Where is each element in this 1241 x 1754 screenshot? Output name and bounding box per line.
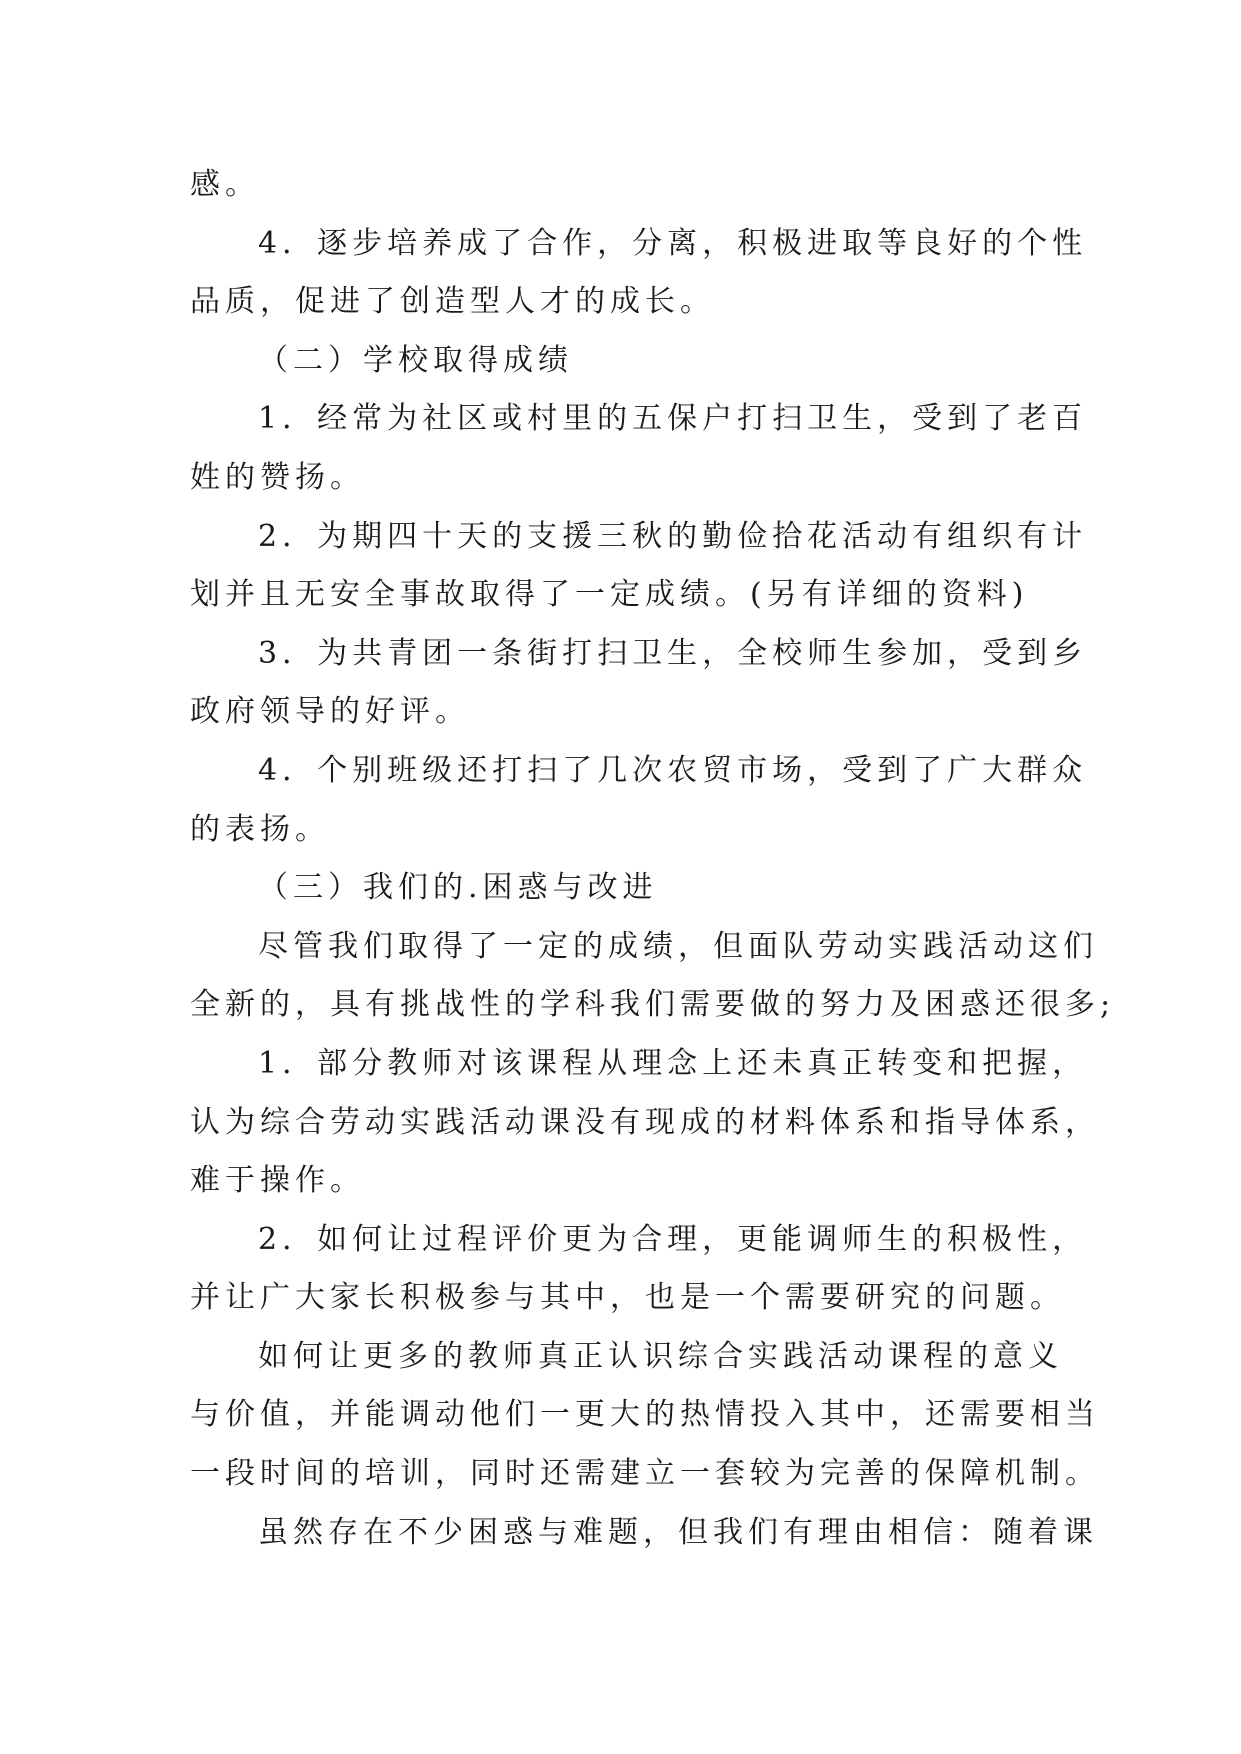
paragraph-line: 1．经常为社区或村里的五保户打扫卫生，受到了老百	[258, 401, 1088, 437]
paragraph-line: 并让广大家长积极参与其中，也是一个需要研究的问题。	[190, 1280, 1065, 1316]
paragraph-line: 2．如何让过程评价更为合理，更能调师生的积极性，	[258, 1221, 1088, 1257]
paragraph-line: 如何让更多的教师真正认识综合实践活动课程的意义	[258, 1338, 1063, 1374]
paragraph-line: 虽然存在不少困惑与难题，但我们有理由相信：随着课	[258, 1514, 1098, 1550]
section-heading: （三）我们的.困惑与改进	[258, 870, 658, 906]
paragraph-line: 2．为期四十天的支援三秋的勤俭拾花活动有组织有计	[258, 518, 1088, 554]
paragraph-line: 全新的，具有挑战性的学科我们需要做的努力及困惑还很多;	[190, 987, 1116, 1023]
paragraph-line: 划并且无安全事故取得了一定成绩。(另有详细的资料)	[190, 577, 1029, 613]
paragraph-line: 4．逐步培养成了合作，分离，积极进取等良好的个性	[258, 225, 1088, 261]
section-heading: （二）学校取得成绩	[258, 342, 573, 378]
paragraph-line: 尽管我们取得了一定的成绩，但面队劳动实践活动这们	[258, 928, 1098, 964]
paragraph-line: 品质，促进了创造型人才的成长。	[190, 284, 715, 320]
paragraph-line: 1．部分教师对该课程从理念上还未真正转变和把握，	[258, 1045, 1088, 1081]
paragraph-line: 认为综合劳动实践活动课没有现成的材料体系和指导体系，	[190, 1104, 1100, 1140]
document-body	[190, 156, 1116, 1562]
paragraph-line: 与价值，并能调动他们一更大的热情投入其中，还需要相当	[190, 1397, 1100, 1433]
paragraph-line: 3．为共青团一条街打扫卫生，全校师生参加，受到乡	[258, 635, 1088, 671]
paragraph-line: 4．个别班级还打扫了几次农贸市场，受到了广大群众	[258, 752, 1088, 788]
paragraph-line: 难于操作。	[190, 1163, 365, 1199]
paragraph-line: 政府领导的好评。	[190, 694, 470, 730]
paragraph-line: 姓的赞扬。	[190, 459, 365, 495]
paragraph-line: 一段时间的培训，同时还需建立一套较为完善的保障机制。	[190, 1456, 1100, 1492]
paragraph-line: 感。	[190, 167, 260, 202]
paragraph-line: 的表扬。	[190, 811, 330, 847]
